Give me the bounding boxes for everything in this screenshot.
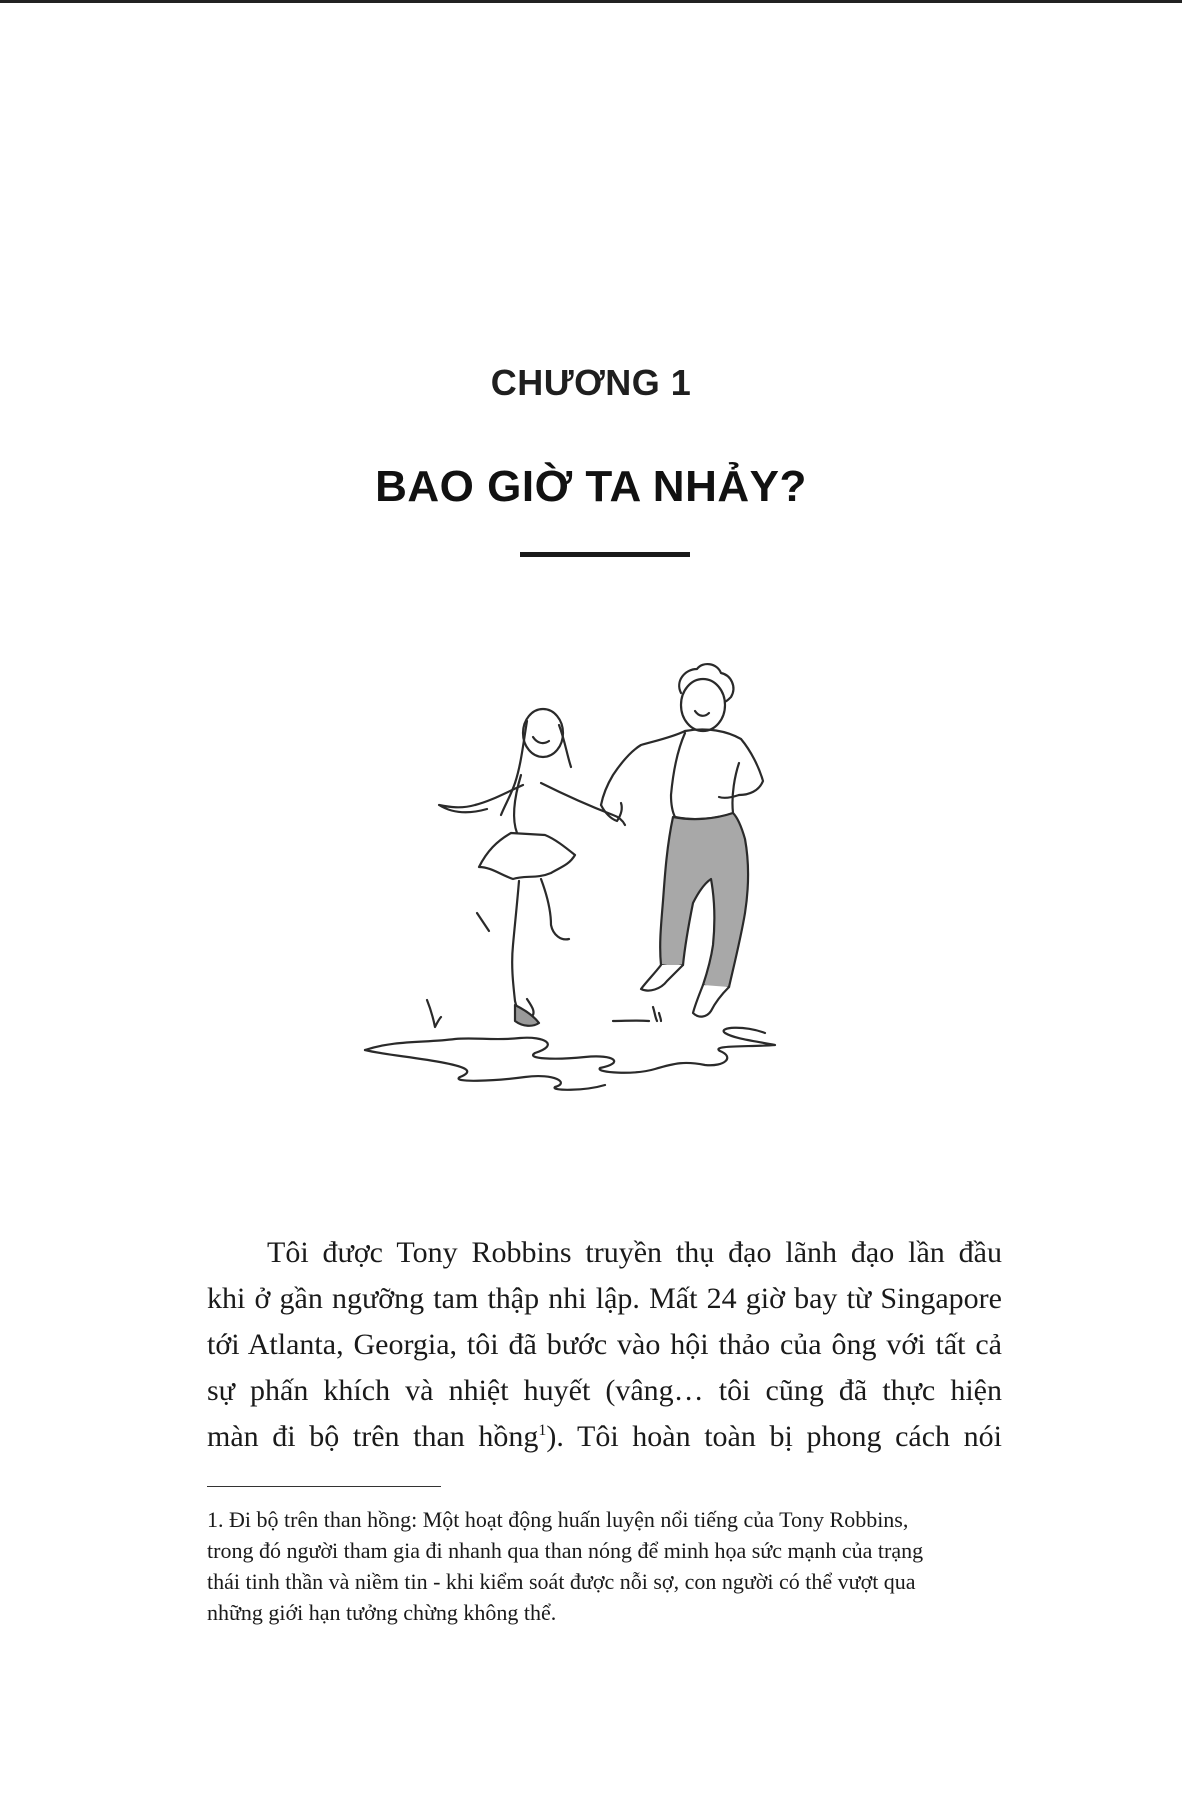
body-line-last	[207, 1414, 1002, 1460]
footnote-line: 1. Đi bộ trên than hồng: Một hoạt động huấn luyện nổi tiếng của Tony Robbins,	[207, 1507, 909, 1532]
body-line: khi ở gần ngưỡng tam thập nhi lập. Mất 24 giờ bay từ Singapore	[207, 1282, 1002, 1315]
woman-skirt	[479, 833, 575, 879]
man-figure	[601, 664, 763, 1017]
top-border-rule	[0, 0, 1182, 3]
chapter-title: BAO GIỜ TA NHẢY?	[375, 462, 807, 511]
body-line: sự phấn khích và nhiệt huyết (vâng… tôi cũng đã thực hiện	[207, 1374, 1002, 1407]
footnote-reference[interactable]: 1	[538, 1422, 547, 1439]
title-underline-rule	[520, 552, 690, 557]
footnote-line: những giới hạn tưởng chừng không thể.	[207, 1600, 557, 1625]
body-line-text: ). Tôi hoàn toàn bị phong cách nói	[546, 1420, 1002, 1453]
chapter-label: CHƯƠNG 1	[490, 362, 692, 403]
footnote-separator	[207, 1486, 441, 1487]
grass-right	[613, 1007, 661, 1021]
footnote-line: thái tinh thần và niềm tin - khi kiểm soát được nỗi sợ, con người có thể vượt qua	[207, 1569, 916, 1594]
body-line: Tôi được Tony Robbins truyền thụ đạo lãnh đạo lần đầu	[267, 1236, 1002, 1269]
puddle-shape	[365, 1028, 775, 1073]
footnote-line: trong đó người tham gia đi nhanh qua than nóng để minh họa sức mạnh của trạng	[207, 1538, 924, 1563]
body-line-text: màn đi bộ trên than hồng	[207, 1420, 539, 1453]
couple-running-holding-hands-illustration	[355, 655, 865, 1105]
woman-figure	[439, 709, 625, 1026]
grass-left	[427, 1000, 441, 1027]
footnote	[207, 1504, 1002, 1628]
body-line: tới Atlanta, Georgia, tôi đã bước vào hội thảo của ông với tất cả	[207, 1328, 1002, 1361]
joined-hands	[601, 803, 622, 821]
man-pants	[660, 813, 748, 989]
body-paragraph	[207, 1230, 1002, 1460]
